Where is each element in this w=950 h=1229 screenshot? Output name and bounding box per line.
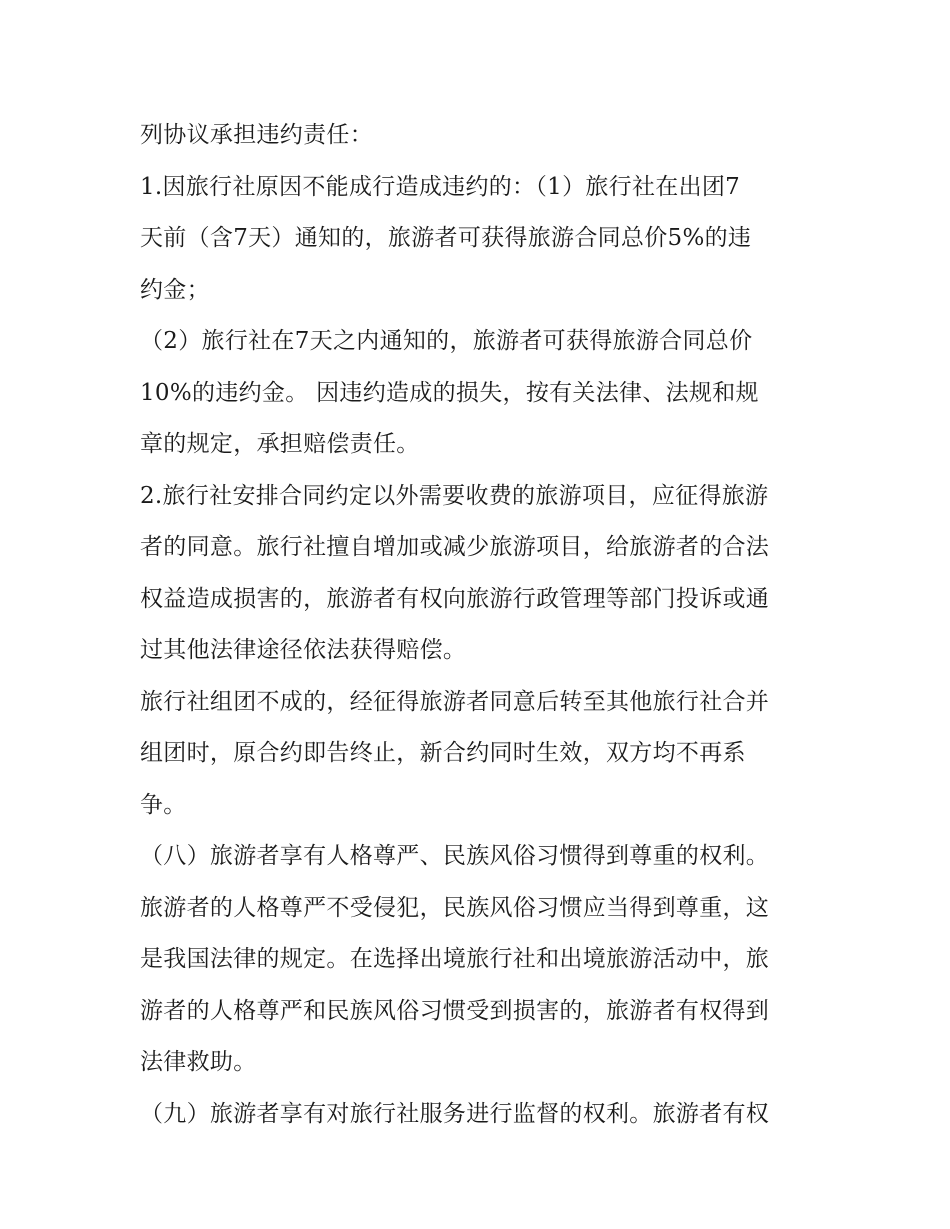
text-line: 权益造成损害的，旅游者有权向旅游行政管理等部门投诉或通 <box>140 585 770 612</box>
text-line: 游者的人格尊严和民族风俗习惯受到损害的，旅游者有权得到 <box>140 997 770 1024</box>
text-line: 列协议承担违约责任： <box>140 122 373 148</box>
text-line: 法律救助。 <box>140 1049 257 1075</box>
document-body <box>140 110 820 1140</box>
text-line: 者的同意。旅行社擅自增加或减少旅游项目，给旅游者的合法 <box>140 534 770 560</box>
text-line: 争。 <box>140 791 187 818</box>
text-line: 组团时，原合约即告终止，新合约同时生效，双方均不再系 <box>140 740 746 766</box>
text-line: 是我国法律的规定。在选择出境旅行社和出境旅游活动中，旅 <box>140 946 770 972</box>
text-line: 章的规定，承担赔偿责任。 <box>140 431 420 457</box>
text-line: 2.旅行社安排合同约定以外需要收费的旅游项目，应征得旅游 <box>140 482 769 509</box>
text-line: 旅行社组团不成的，经征得旅游者同意后转至其他旅行社合并 <box>140 688 770 715</box>
text-line: 过其他法律途径依法获得赔偿。 <box>140 637 467 663</box>
text-line: （九）旅游者享有对旅行社服务进行监督的权利。旅游者有权 <box>140 1100 770 1127</box>
text-line: 旅游者的人格尊严不受侵犯，民族风俗习惯应当得到尊重，这 <box>140 894 770 921</box>
text-line: （八）旅游者享有人格尊严、民族风俗习惯得到尊重的权利。 <box>140 843 770 869</box>
text-line: 约金； <box>140 276 210 303</box>
text-line: （2）旅行社在7天之内通知的，旅游者可获得旅游合同总价 <box>140 328 753 354</box>
text-line: 10%的违约金。 因违约造成的损失，按有关法律、法规和规 <box>140 379 759 406</box>
text-line: 天前（含7天）通知的，旅游者可获得旅游合同总价5%的违 <box>140 225 752 251</box>
text-line: 1.因旅行社原因不能成行造成违约的：（1）旅行社在出团7 <box>140 173 741 200</box>
